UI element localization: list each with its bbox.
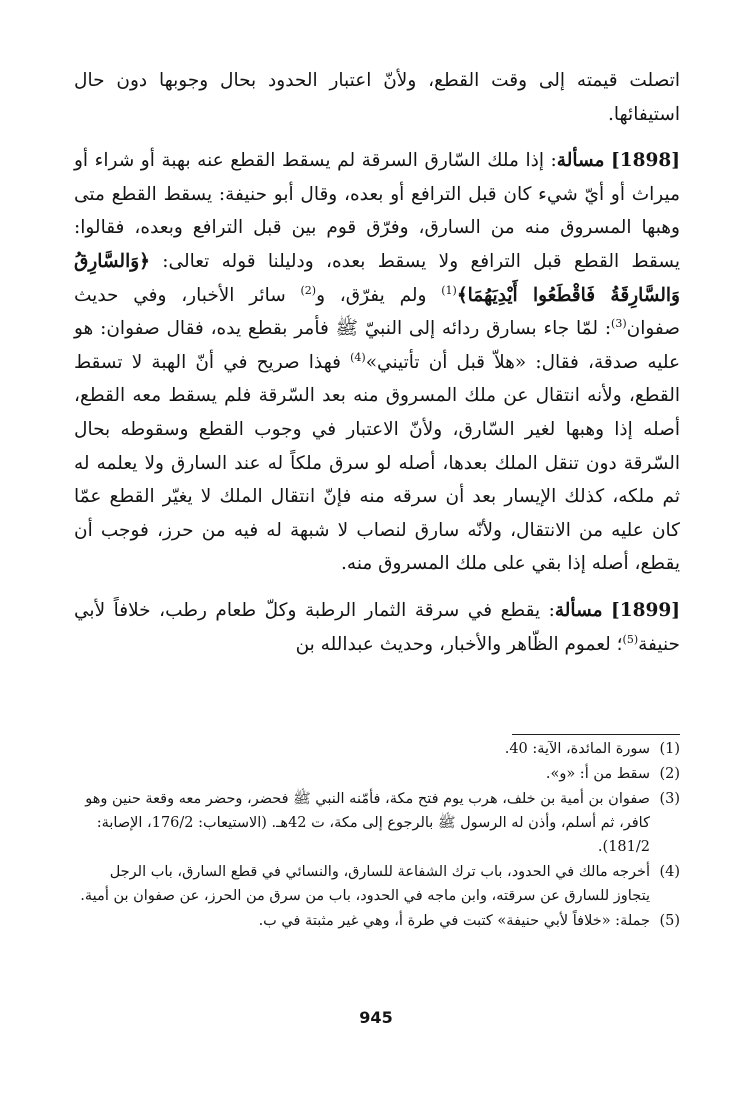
paragraph-text: : لمّا جاء بسارق ردائه إلى النبيّ ﷺ فأمر بقطع يده، فقال صفوان: هو عليه صدقة، فقال: «هلاّ قبل أن تأتيني» bbox=[74, 318, 680, 373]
footnote-number: (3) bbox=[659, 791, 680, 807]
main-text bbox=[74, 64, 680, 661]
paragraph-text: ؛ لعموم الظّاهر والأخبار، وحديث عبدالله بن bbox=[295, 633, 623, 655]
footnote-ref-2[interactable]: (2) bbox=[300, 283, 317, 297]
page-number: 945 bbox=[359, 1008, 393, 1027]
footnote-number: (1) bbox=[659, 741, 680, 757]
footnote-text: أخرجه مالك في الحدود، باب ترك الشفاعة للسارق، والنسائي في قطع السارق، باب الرجل يتجاوز للسارق عن سرقته، وابن ماجه في الحدود، باب من سرق من الحرز، عن صفوان بن أمية. bbox=[80, 864, 650, 904]
footnotes bbox=[78, 737, 680, 933]
footnote-number: (5) bbox=[659, 913, 680, 929]
quran-verse: ﴿وَالسَّارِقُ وَالسَّارِقَةُ فَاقْطَعُوا أَيْدِيَهُمَا﴾ bbox=[74, 250, 680, 306]
footnote-item bbox=[78, 860, 680, 908]
paragraph-continuation: اتصلت قيمته إلى وقت القطع، ولأنّ اعتبار الحدود بحال وجوبها دون حال استيفائها. bbox=[74, 70, 680, 125]
paragraph-text: فهذا صريح في أنّ الهبة لا تسقط القطع، ولأنه انتقال عن ملك المسروق منه بعد السّرقة فلم يسقط معه القطع، أصله إذا وهبها لغير السّارق، ولأنّ الاعتبار في وجوب القطع وسقوطه بحال السّرقة دون تنقل الملك بعدها، أصله لو سرق ملكاً له عند السارق ولا يعلمه له ثم ملكه، كذلك الإيسار بعد أن سرقه منه فإنّ انتقال الملك لا يغيّر القطع عمّا كان عليه من الانتقال، ولأنّه سارق لنصاب لا شبهة له فيه من حرز، فوجب أن يقطع، أصله إذا بقي على ملك المسروق منه. bbox=[74, 351, 680, 575]
footnote-text: صفوان بن أمية بن خلف، هرب يوم فتح مكة، فأمّنه النبي ﷺ فحضر، وحضر معه وقعة حنين وهو كافر، ثم أسلم، وأذن له الرسول ﷺ بالرجوع إلى مكة، ت 42هـ. (الاستيعاب: 176/2، الإصابة: 181/2). bbox=[85, 791, 650, 855]
footnote-text: سقط من أ: «و». bbox=[545, 766, 650, 782]
issue-number: [1899] bbox=[611, 599, 681, 621]
footnote-number: (4) bbox=[659, 864, 680, 880]
footnote-item bbox=[78, 762, 680, 786]
paragraph-text: : يقطع في سرقة الثمار الرطبة وكلّ طعام رطب، خلافاً لأبي حنيفة bbox=[74, 599, 680, 655]
footnote-text: سورة المائدة، الآية: 40. bbox=[504, 741, 650, 757]
footnote-item bbox=[78, 787, 680, 859]
issue-number: [1898] bbox=[610, 150, 680, 172]
footnote-ref-5[interactable]: (5) bbox=[622, 632, 639, 646]
paragraph-issue-1898 bbox=[74, 144, 680, 581]
footnote-item bbox=[78, 909, 680, 933]
footnote-ref-1[interactable]: (1) bbox=[441, 283, 457, 297]
issue-label: مسألة bbox=[554, 599, 603, 621]
footnote-separator bbox=[512, 734, 680, 735]
issue-label: مسألة bbox=[556, 150, 605, 172]
footnote-text: جملة: «خلافاً لأبي حنيفة» كتبت في طرة أ، وهي غير مثبتة في ب. bbox=[258, 913, 650, 929]
footnote-ref-4[interactable]: (4) bbox=[350, 350, 366, 364]
paragraph-text: سائر الأخبار، وفي حديث صفوان bbox=[74, 284, 680, 340]
paragraph-text: ولم يفرّق، و bbox=[316, 284, 442, 306]
footnote-ref-3[interactable]: (3) bbox=[611, 317, 627, 330]
paragraph-issue-1899 bbox=[74, 594, 680, 661]
paragraph-text: : إذا ملك السّارق السرقة لم يسقط القطع عنه بهبة أو شراء أو ميراث أو أيّ شيء كان قبل الترافع أو بعده، وقال أبو حنيفة: يسقط القطع متى وهبها المسروق منه من السارق، وفرّق قوم بين قبل الترافع وبعده، فقالوا: يسقط القطع قبل الترافع ولا يسقط بعده، ودليلنا قوله تعالى: bbox=[74, 150, 680, 272]
footnote-number: (2) bbox=[659, 766, 680, 782]
footnote-item bbox=[78, 737, 680, 761]
